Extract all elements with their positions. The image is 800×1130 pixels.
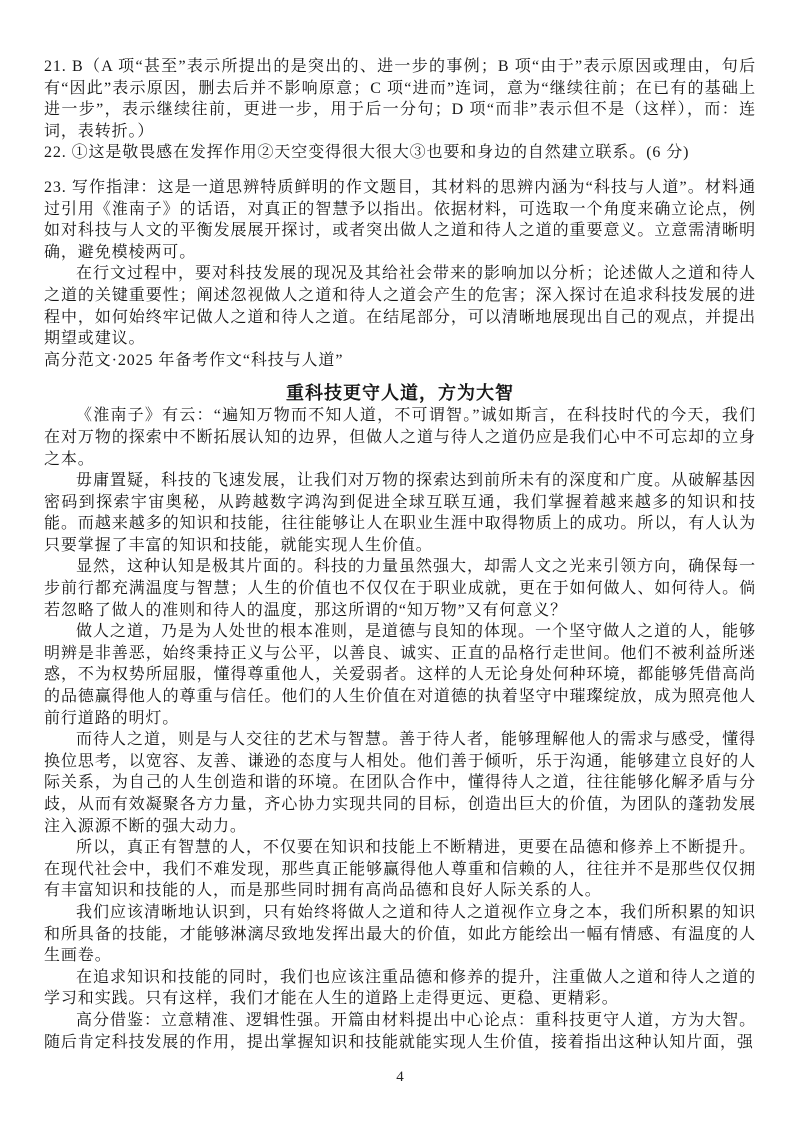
essay-paragraph-8: 在追求知识和技能的同时，我们也应该注重品德和修养的提升，注重做人之道和待人之道的学习和实践。只有这样，我们才能在人生的道路上走得更远、更稳、更精彩。 [44, 968, 756, 1008]
essay-paragraph-6: 所以，真正有智慧的人，不仅要在知识和技能上不断精进，更要在品德和修养上不断提升。在现代社会中，我们不难发现，那些真正能够赢得他人尊重和信赖的人，往往并不是那些仅仅拥有丰富知识和技能的人，而是那些同时拥有高尚品德和良好人际关系的人。 [44, 839, 756, 900]
essay-comment: 高分借鉴：立意精准、逻辑性强。开篇由材料提出中心论点：重科技更守人道，方为大智。随后肯定科技发展的作用，提出掌握知识和技能就能实现人生价值，接着指出这种认知片面，强 [44, 1011, 756, 1051]
page-number: 4 [396, 1069, 404, 1086]
writing-guide-intro: 23. 写作指津：这是一道思辨特质鲜明的作文题目，其材料的思辨内涵为“科技与人道”。材料通过引用《淮南子》的话语，对真正的智慧予以指出。依据材料，可选取一个角度来确立论点，例如对科技与人文的平衡发展展开探讨，或者突出做人之道和待人之道的重要意义。立意需清晰明确，避免模棱两可。 [44, 178, 756, 261]
answer-key-section [44, 56, 756, 164]
essay-paragraph-3: 显然，这种认知是极其片面的。科技的力量虽然强大，却需人文之光来引领方向，确保每一步前行都充满温度与智慧；人生的价值也不仅仅在于职业成就，更在于如何做人、如何待人。倘若忽略了做人的准则和待人的温度，那这所谓的“知万物”又有何意义？ [44, 558, 756, 619]
model-essay-section [44, 382, 756, 1053]
answer-21: 21. B（A 项“甚至”表示所提出的是突出的、进一步的事例；B 项“由于”表示原因或理由，句后有“因此”表示原因，删去后并不影响原意；C 项“进而”连词，意为“继续往前；在已有的基础上进一步”，表示继续往前，更进一步，用于后一分句；D 项“而非”表示但不是（这样），而：连词，表转折。） [44, 58, 756, 140]
essay-paragraph-7: 我们应该清晰地认识到，只有始终将做人之道和待人之道视作立身之本，我们所积累的知识和所具备的技能，才能够淋漓尽致地发挥出最大的价值，如此方能绘出一幅有情感、有温度的人生画卷。 [44, 903, 756, 965]
model-essay-label: 高分范文·2025 年备考作文“科技与人道” [44, 351, 344, 369]
essay-paragraph-4: 做人之道，乃是为人处世的根本准则，是道德与良知的体现。一个坚守做人之道的人，能够明辨是非善恶，始终秉持正义与公平，以善良、诚实、正直的品格行走世间。他们不被利益所迷惑，不为权势所屈服，懂得尊重他人，关爱弱者。这样的人无论身处何种环境，都能够凭借高尚的品德赢得他人的尊重与信任。他们的人生价值在对道德的执着坚守中璀璨绽放，成为照亮他人前行道路的明灯。 [44, 623, 756, 727]
answer-22: 22. ①这是敬畏感在发挥作用②天空变得很大很大③也要和身边的自然建立联系。(6 分) [44, 144, 690, 162]
essay-paragraph-1: 《淮南子》有云：“遍知万物而不知人道，不可谓智。”诚如斯言，在科技时代的今天，我们在对万物的探索中不断拓展认知的边界，但做人之道与待人之道仍应是我们心中不可忘却的立身之本。 [44, 407, 756, 468]
page-footer [44, 1068, 756, 1086]
essay-title: 重科技更守人道，方为大智 [286, 383, 514, 404]
essay-paragraph-2: 毋庸置疑，科技的飞速发展，让我们对万物的探索达到前所未有的深度和广度。从破解基因密码到探索宇宙奥秘，从跨越数字鸿沟到促进全球互联互通，我们掌握着越来越多的知识和技能。而越来越多的知识和技能，往往能够让人在职业生涯中取得物质上的成功。所以，有人认为只要掌握了丰富的知识和技能，就能实现人生价值。 [44, 472, 756, 554]
essay-paragraph-5: 而待人之道，则是与人交往的艺术与智慧。善于待人者，能够理解他人的需求与感受，懂得换位思考，以宽容、友善、谦逊的态度与人相处。他们善于倾听，乐于沟通，能够建立良好的人际关系，为自己的人生创造和谐的环境。在团队合作中，懂得待人之道，往往能够化解矛盾与分歧，从而有效凝聚各方力量，齐心协力实现共同的目标，创造出巨大的价值，为团队的蓬勃发展注入源源不断的强大动力。 [44, 731, 756, 835]
writing-guidance-section [44, 177, 756, 371]
writing-guide-process: 在行文过程中，要对科技发展的现况及其给社会带来的影响加以分析；论述做人之道和待人之道的关键重要性；阐述忽视做人之道和待人之道会产生的危害；深入探讨在追求科技发展的进程中，如何始终牢记做人之道和待人之道。在结尾部分，可以清晰地展现出自己的观点，并提出期望或建议。 [44, 265, 756, 348]
